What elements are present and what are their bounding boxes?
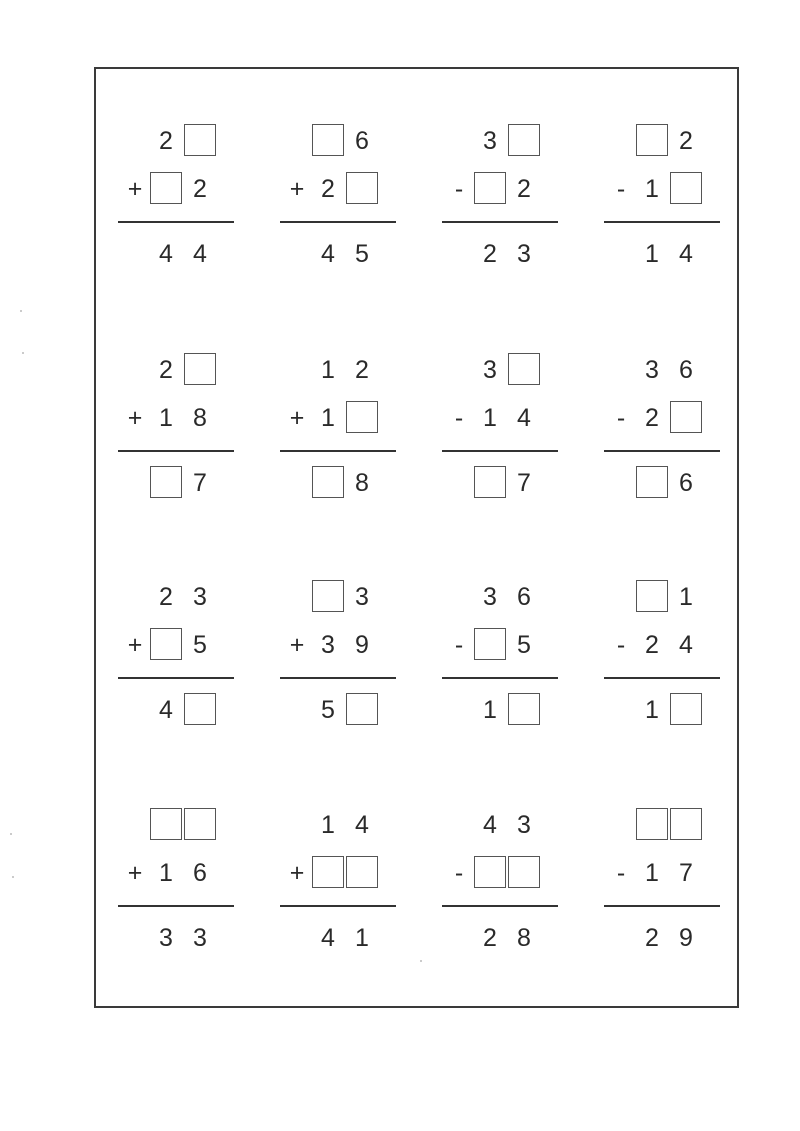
digit: 4 <box>679 240 693 268</box>
digit: 2 <box>355 356 369 384</box>
problem-1 <box>118 124 238 274</box>
operator-sign: + <box>289 859 305 887</box>
digit: 2 <box>517 175 531 203</box>
mid-row <box>442 401 554 435</box>
ans-row <box>604 693 716 727</box>
digit: 1 <box>645 696 659 724</box>
problem-14 <box>280 808 400 958</box>
answer-box[interactable] <box>508 124 540 156</box>
problem-16 <box>604 808 724 958</box>
mid-row <box>118 401 230 435</box>
top-row <box>118 580 230 614</box>
operator-sign: + <box>289 631 305 659</box>
operator-sign: + <box>127 859 143 887</box>
answer-box[interactable] <box>346 856 378 888</box>
operator-sign: - <box>454 175 464 203</box>
digit: 5 <box>355 240 369 268</box>
problem-12 <box>604 580 724 730</box>
mid-row <box>280 856 392 890</box>
mid-row <box>442 628 554 662</box>
top-row <box>280 353 392 387</box>
operator-sign: - <box>616 859 626 887</box>
sum-line <box>118 677 234 679</box>
digit: 4 <box>193 240 207 268</box>
digit: 6 <box>517 583 531 611</box>
answer-box[interactable] <box>636 580 668 612</box>
answer-box[interactable] <box>184 124 216 156</box>
digit: 3 <box>517 811 531 839</box>
digit: 1 <box>159 404 173 432</box>
problem-3 <box>442 124 562 274</box>
digit: 7 <box>193 469 207 497</box>
digit: 3 <box>483 583 497 611</box>
ans-row <box>280 466 392 500</box>
digit: 2 <box>321 175 335 203</box>
sum-line <box>118 221 234 223</box>
digit: 2 <box>159 356 173 384</box>
digit: 4 <box>517 404 531 432</box>
digit: 2 <box>483 240 497 268</box>
digit: 2 <box>645 404 659 432</box>
top-row <box>442 353 554 387</box>
operator-sign: - <box>616 631 626 659</box>
ans-row <box>280 921 392 955</box>
mid-row <box>280 628 392 662</box>
digit: 2 <box>483 924 497 952</box>
digit: 5 <box>321 696 335 724</box>
digit: 7 <box>679 859 693 887</box>
sum-line <box>118 450 234 452</box>
operator-sign: - <box>616 175 626 203</box>
sum-line <box>280 905 396 907</box>
operator-sign: - <box>454 404 464 432</box>
digit: 4 <box>321 240 335 268</box>
digit: 9 <box>355 631 369 659</box>
mid-row <box>604 628 716 662</box>
answer-box[interactable] <box>636 466 668 498</box>
ans-row <box>118 921 230 955</box>
digit: 1 <box>645 859 659 887</box>
digit: 6 <box>355 127 369 155</box>
problem-5 <box>118 353 238 503</box>
answer-box[interactable] <box>670 172 702 204</box>
scan-speck <box>12 876 14 878</box>
digit: 1 <box>159 859 173 887</box>
top-row <box>118 808 230 842</box>
digit: 8 <box>517 924 531 952</box>
scan-speck <box>420 960 422 962</box>
top-row <box>442 808 554 842</box>
top-row <box>604 580 716 614</box>
problem-8 <box>604 353 724 503</box>
digit: 1 <box>321 356 335 384</box>
sum-line <box>442 221 558 223</box>
digit: 9 <box>679 924 693 952</box>
digit: 1 <box>355 924 369 952</box>
ans-row <box>604 466 716 500</box>
digit: 1 <box>483 696 497 724</box>
sum-line <box>442 450 558 452</box>
digit: 1 <box>679 583 693 611</box>
top-row <box>604 124 716 158</box>
ans-row <box>604 237 716 271</box>
top-row <box>604 353 716 387</box>
digit: 4 <box>159 696 173 724</box>
scan-speck <box>22 352 24 354</box>
problem-10 <box>280 580 400 730</box>
answer-box[interactable] <box>184 353 216 385</box>
sum-line <box>118 905 234 907</box>
top-row <box>118 353 230 387</box>
ans-row <box>442 237 554 271</box>
digit: 4 <box>159 240 173 268</box>
digit: 1 <box>321 811 335 839</box>
answer-box[interactable] <box>670 693 702 725</box>
digit: 3 <box>483 356 497 384</box>
operator-sign: + <box>127 175 143 203</box>
digit: 2 <box>159 583 173 611</box>
answer-box[interactable] <box>474 466 506 498</box>
answer-box[interactable] <box>474 172 506 204</box>
digit: 3 <box>483 127 497 155</box>
top-row <box>118 124 230 158</box>
problem-15 <box>442 808 562 958</box>
answer-box[interactable] <box>150 628 182 660</box>
digit: 4 <box>679 631 693 659</box>
ans-row <box>280 237 392 271</box>
sum-line <box>604 450 720 452</box>
sum-line <box>442 905 558 907</box>
digit: 3 <box>645 356 659 384</box>
digit: 3 <box>193 924 207 952</box>
digit: 2 <box>159 127 173 155</box>
digit: 1 <box>321 404 335 432</box>
problem-7 <box>442 353 562 503</box>
problem-9 <box>118 580 238 730</box>
ans-row <box>280 693 392 727</box>
answer-box[interactable] <box>636 124 668 156</box>
ans-row <box>604 921 716 955</box>
ans-row <box>118 466 230 500</box>
top-row <box>280 124 392 158</box>
sum-line <box>280 450 396 452</box>
answer-box[interactable] <box>508 353 540 385</box>
mid-row <box>280 172 392 206</box>
digit: 2 <box>645 924 659 952</box>
answer-box[interactable] <box>474 856 506 888</box>
sum-line <box>280 221 396 223</box>
ans-row <box>442 466 554 500</box>
answer-box[interactable] <box>474 628 506 660</box>
answer-box[interactable] <box>508 693 540 725</box>
scan-speck <box>10 833 12 835</box>
digit: 6 <box>193 859 207 887</box>
ans-row <box>442 693 554 727</box>
mid-row <box>442 856 554 890</box>
top-row <box>280 808 392 842</box>
operator-sign: + <box>127 404 143 432</box>
answer-box[interactable] <box>670 808 702 840</box>
sum-line <box>604 221 720 223</box>
sum-line <box>604 905 720 907</box>
ans-row <box>442 921 554 955</box>
digit: 3 <box>517 240 531 268</box>
digit: 7 <box>517 469 531 497</box>
answer-box[interactable] <box>184 693 216 725</box>
operator-sign: - <box>616 404 626 432</box>
digit: 8 <box>193 404 207 432</box>
operator-sign: + <box>289 175 305 203</box>
answer-box[interactable] <box>150 172 182 204</box>
mid-row <box>118 172 230 206</box>
mid-row <box>604 401 716 435</box>
top-row <box>280 580 392 614</box>
top-row <box>442 580 554 614</box>
operator-sign: - <box>454 631 464 659</box>
mid-row <box>118 856 230 890</box>
digit: 1 <box>645 240 659 268</box>
answer-box[interactable] <box>150 808 182 840</box>
sum-line <box>442 677 558 679</box>
operator-sign: - <box>454 859 464 887</box>
answer-box[interactable] <box>312 466 344 498</box>
digit: 3 <box>355 583 369 611</box>
digit: 2 <box>645 631 659 659</box>
operator-sign: + <box>289 404 305 432</box>
digit: 1 <box>645 175 659 203</box>
digit: 6 <box>679 356 693 384</box>
problem-6 <box>280 353 400 503</box>
answer-box[interactable] <box>184 808 216 840</box>
answer-box[interactable] <box>346 401 378 433</box>
digit: 2 <box>679 127 693 155</box>
digit: 2 <box>193 175 207 203</box>
mid-row <box>604 856 716 890</box>
answer-box[interactable] <box>150 466 182 498</box>
answer-box[interactable] <box>312 580 344 612</box>
digit: 5 <box>193 631 207 659</box>
operator-sign: + <box>127 631 143 659</box>
digit: 4 <box>321 924 335 952</box>
digit: 5 <box>517 631 531 659</box>
digit: 6 <box>679 469 693 497</box>
ans-row <box>118 693 230 727</box>
digit: 4 <box>483 811 497 839</box>
answer-box[interactable] <box>346 693 378 725</box>
problem-13 <box>118 808 238 958</box>
digit: 8 <box>355 469 369 497</box>
digit: 1 <box>483 404 497 432</box>
mid-row <box>280 401 392 435</box>
answer-box[interactable] <box>670 401 702 433</box>
mid-row <box>442 172 554 206</box>
answer-box[interactable] <box>346 172 378 204</box>
problem-2 <box>280 124 400 274</box>
answer-box[interactable] <box>312 124 344 156</box>
mid-row <box>118 628 230 662</box>
answer-box[interactable] <box>508 856 540 888</box>
sum-line <box>604 677 720 679</box>
digit: 4 <box>355 811 369 839</box>
scan-speck <box>20 310 22 312</box>
digit: 3 <box>193 583 207 611</box>
digit: 3 <box>159 924 173 952</box>
ans-row <box>118 237 230 271</box>
answer-box[interactable] <box>312 856 344 888</box>
problem-11 <box>442 580 562 730</box>
sum-line <box>280 677 396 679</box>
top-row <box>442 124 554 158</box>
answer-box[interactable] <box>636 808 668 840</box>
top-row <box>604 808 716 842</box>
mid-row <box>604 172 716 206</box>
digit: 3 <box>321 631 335 659</box>
problem-4 <box>604 124 724 274</box>
